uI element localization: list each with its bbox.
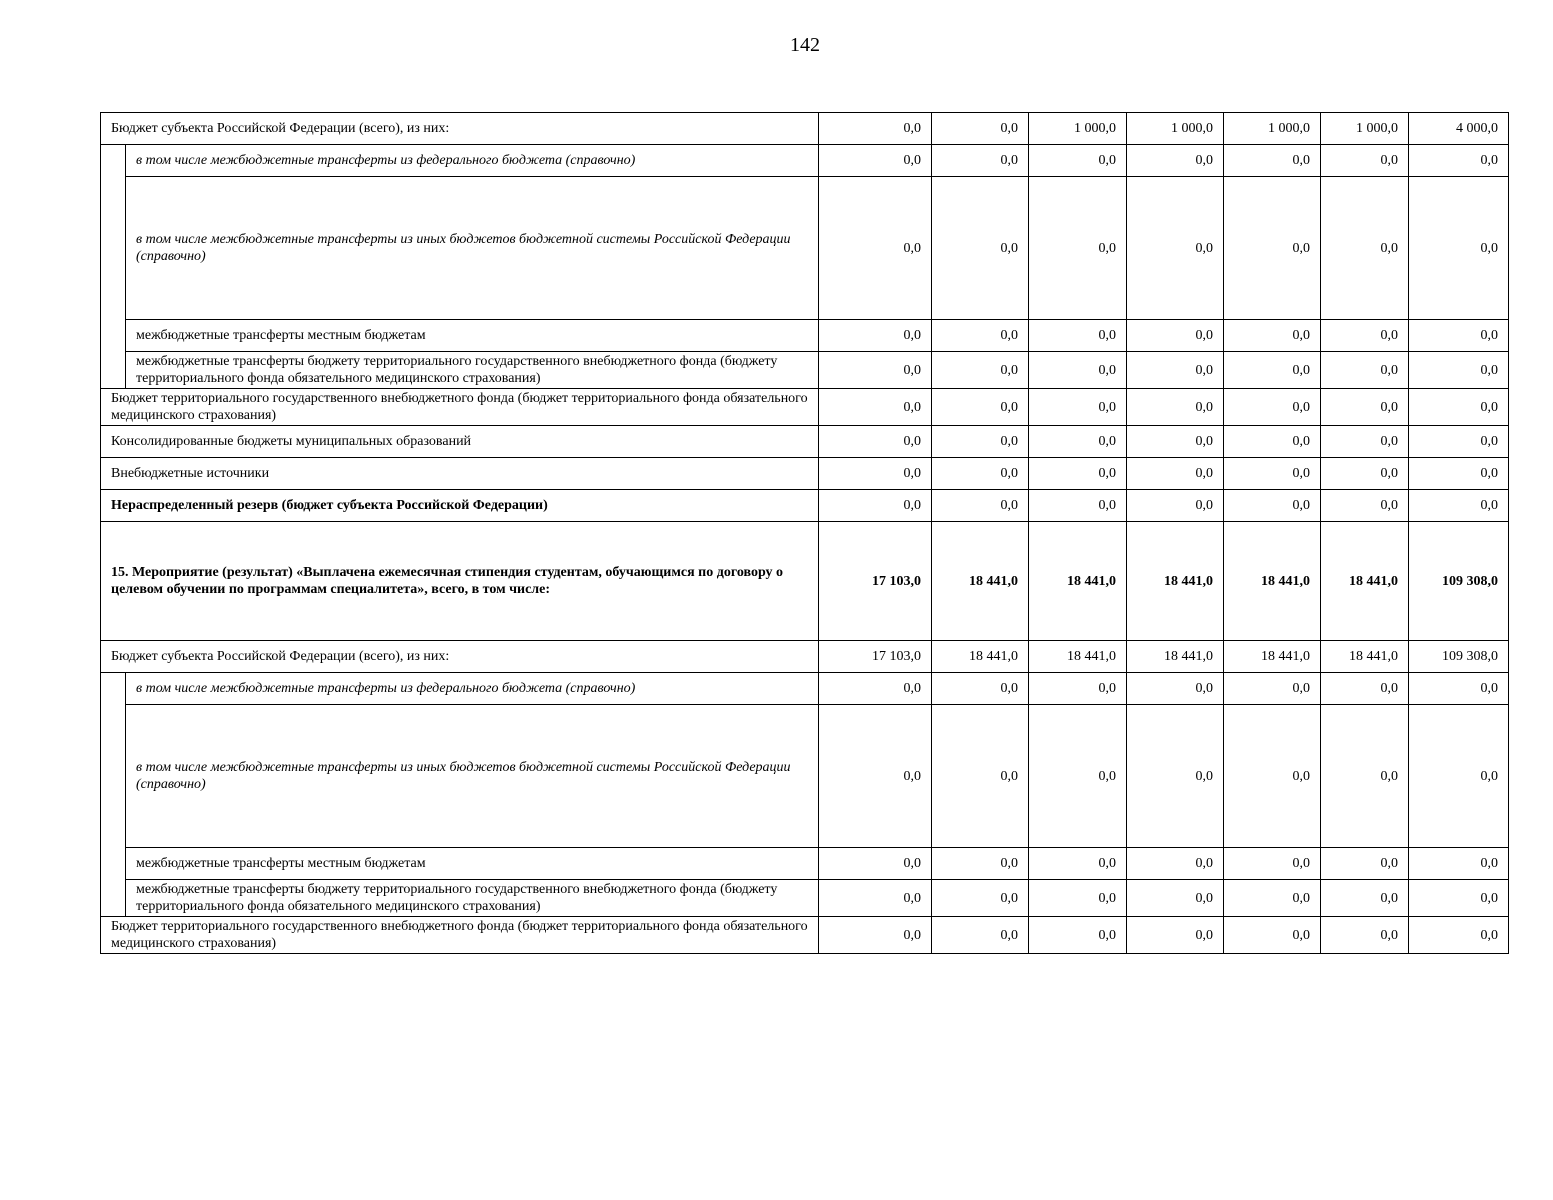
value-cell: 0,0	[1029, 426, 1127, 458]
value-cell: 17 103,0	[819, 641, 932, 673]
value-cell: 0,0	[1321, 320, 1409, 352]
value-cell: 0,0	[1224, 177, 1321, 320]
row-label: межбюджетные трансферты местным бюджетам	[126, 320, 819, 352]
value-cell: 1 000,0	[1127, 113, 1224, 145]
value-cell: 0,0	[1224, 458, 1321, 490]
value-cell: 1 000,0	[1321, 113, 1409, 145]
table-row	[101, 458, 1509, 490]
value-cell: 0,0	[1321, 705, 1409, 848]
value-cell: 0,0	[1127, 848, 1224, 880]
row-label: Бюджет территориального государственного внебюджетного фонда (бюджет территориального фонда обязательного медицинского страхования)	[101, 389, 819, 426]
value-cell: 0,0	[819, 490, 932, 522]
value-cell: 0,0	[1409, 320, 1509, 352]
value-cell: 1 000,0	[1224, 113, 1321, 145]
value-cell: 0,0	[1127, 880, 1224, 917]
value-cell: 0,0	[932, 490, 1029, 522]
row-label: Бюджет субъекта Российской Федерации (всего), из них:	[101, 113, 819, 145]
row-label: в том числе межбюджетные трансферты из иных бюджетов бюджетной системы Российской Федерации (справочно)	[126, 177, 819, 320]
value-cell: 0,0	[932, 458, 1029, 490]
value-cell: 0,0	[819, 177, 932, 320]
value-cell: 0,0	[1224, 145, 1321, 177]
value-cell: 0,0	[1127, 352, 1224, 389]
value-cell: 0,0	[1321, 848, 1409, 880]
row-label: Внебюджетные источники	[101, 458, 819, 490]
table-row	[101, 641, 1509, 673]
table-row	[101, 389, 1509, 426]
row-label: Бюджет территориального государственного внебюджетного фонда (бюджет территориального фонда обязательного медицинского страхования)	[101, 917, 819, 954]
value-cell: 0,0	[819, 320, 932, 352]
row-label: в том числе межбюджетные трансферты из федерального бюджета (справочно)	[126, 145, 819, 177]
value-cell: 0,0	[1029, 848, 1127, 880]
value-cell: 0,0	[1321, 458, 1409, 490]
value-cell: 0,0	[1321, 145, 1409, 177]
indent-cell	[101, 145, 126, 389]
value-cell: 18 441,0	[1127, 641, 1224, 673]
value-cell: 0,0	[1127, 177, 1224, 320]
value-cell: 0,0	[1127, 145, 1224, 177]
value-cell: 0,0	[819, 389, 932, 426]
value-cell: 0,0	[819, 705, 932, 848]
table-row	[101, 352, 1509, 389]
value-cell: 0,0	[1029, 389, 1127, 426]
value-cell: 0,0	[819, 145, 932, 177]
value-cell: 0,0	[932, 917, 1029, 954]
row-label: межбюджетные трансферты бюджету территориального государственного внебюджетного фонда (бюджету территориального фонда обязательного медицинского страхования)	[126, 352, 819, 389]
value-cell: 0,0	[932, 389, 1029, 426]
value-cell: 0,0	[1409, 145, 1509, 177]
value-cell: 0,0	[1029, 705, 1127, 848]
value-cell: 0,0	[1409, 917, 1509, 954]
value-cell: 0,0	[932, 113, 1029, 145]
value-cell: 1 000,0	[1029, 113, 1127, 145]
table-row	[101, 113, 1509, 145]
value-cell: 0,0	[932, 320, 1029, 352]
value-cell: 0,0	[1127, 673, 1224, 705]
value-cell: 0,0	[1409, 673, 1509, 705]
value-cell: 0,0	[932, 705, 1029, 848]
row-label: в том числе межбюджетные трансферты из федерального бюджета (справочно)	[126, 673, 819, 705]
table-row	[101, 522, 1509, 641]
indent-cell	[101, 673, 126, 917]
value-cell: 0,0	[1127, 705, 1224, 848]
value-cell: 0,0	[1321, 426, 1409, 458]
value-cell: 4 000,0	[1409, 113, 1509, 145]
table-row	[101, 673, 1509, 705]
value-cell: 0,0	[1409, 426, 1509, 458]
value-cell: 0,0	[1127, 458, 1224, 490]
value-cell: 0,0	[1321, 352, 1409, 389]
value-cell: 0,0	[1029, 917, 1127, 954]
value-cell: 0,0	[1409, 389, 1509, 426]
value-cell: 0,0	[1409, 177, 1509, 320]
value-cell: 0,0	[1029, 145, 1127, 177]
value-cell: 0,0	[1224, 389, 1321, 426]
table-row	[101, 177, 1509, 320]
row-label: межбюджетные трансферты бюджету территориального государственного внебюджетного фонда (бюджету территориального фонда обязательного медицинского страхования)	[126, 880, 819, 917]
value-cell: 0,0	[819, 426, 932, 458]
table-row	[101, 145, 1509, 177]
value-cell: 0,0	[1321, 389, 1409, 426]
value-cell: 0,0	[1224, 320, 1321, 352]
value-cell: 0,0	[932, 145, 1029, 177]
value-cell: 0,0	[1029, 880, 1127, 917]
value-cell: 0,0	[932, 880, 1029, 917]
value-cell: 0,0	[1224, 917, 1321, 954]
table-row	[101, 426, 1509, 458]
table-row	[101, 320, 1509, 352]
value-cell: 0,0	[1127, 426, 1224, 458]
value-cell: 18 441,0	[1321, 641, 1409, 673]
row-label: 15. Мероприятие (результат) «Выплачена ежемесячная стипендия студентам, обучающимся по договору о целевом обучении по программам специалитета», всего, в том числе:	[101, 522, 819, 641]
value-cell: 0,0	[819, 352, 932, 389]
table-row	[101, 880, 1509, 917]
table-row	[101, 917, 1509, 954]
page-number: 142	[790, 34, 820, 56]
value-cell: 0,0	[819, 113, 932, 145]
value-cell: 0,0	[932, 848, 1029, 880]
value-cell: 0,0	[1409, 458, 1509, 490]
value-cell: 0,0	[1029, 673, 1127, 705]
value-cell: 0,0	[1029, 352, 1127, 389]
value-cell: 0,0	[932, 426, 1029, 458]
value-cell: 0,0	[1224, 490, 1321, 522]
table-row	[101, 490, 1509, 522]
value-cell: 0,0	[1321, 177, 1409, 320]
value-cell: 17 103,0	[819, 522, 932, 641]
value-cell: 0,0	[1127, 490, 1224, 522]
value-cell: 0,0	[1029, 177, 1127, 320]
value-cell: 0,0	[1224, 848, 1321, 880]
value-cell: 0,0	[819, 458, 932, 490]
value-cell: 0,0	[1127, 320, 1224, 352]
value-cell: 18 441,0	[1127, 522, 1224, 641]
value-cell: 0,0	[819, 673, 932, 705]
value-cell: 18 441,0	[1029, 641, 1127, 673]
value-cell: 18 441,0	[1321, 522, 1409, 641]
value-cell: 0,0	[819, 917, 932, 954]
value-cell: 0,0	[1224, 426, 1321, 458]
value-cell: 0,0	[932, 352, 1029, 389]
value-cell: 0,0	[1409, 352, 1509, 389]
value-cell: 0,0	[932, 673, 1029, 705]
value-cell: 0,0	[1224, 705, 1321, 848]
value-cell: 0,0	[1127, 917, 1224, 954]
row-label: Бюджет субъекта Российской Федерации (всего), из них:	[101, 641, 819, 673]
value-cell: 0,0	[1321, 880, 1409, 917]
value-cell: 0,0	[1224, 673, 1321, 705]
table-row	[101, 848, 1509, 880]
value-cell: 0,0	[1321, 917, 1409, 954]
value-cell: 0,0	[1029, 458, 1127, 490]
row-label: в том числе межбюджетные трансферты из иных бюджетов бюджетной системы Российской Федерации (справочно)	[126, 705, 819, 848]
value-cell: 18 441,0	[1029, 522, 1127, 641]
value-cell: 109 308,0	[1409, 641, 1509, 673]
value-cell: 0,0	[819, 848, 932, 880]
value-cell: 109 308,0	[1409, 522, 1509, 641]
value-cell: 0,0	[1409, 705, 1509, 848]
value-cell: 18 441,0	[932, 522, 1029, 641]
value-cell: 0,0	[1409, 848, 1509, 880]
table-row	[101, 705, 1509, 848]
row-label: межбюджетные трансферты местным бюджетам	[126, 848, 819, 880]
value-cell: 18 441,0	[1224, 522, 1321, 641]
row-label: Консолидированные бюджеты муниципальных образований	[101, 426, 819, 458]
value-cell: 0,0	[1321, 673, 1409, 705]
budget-table	[100, 112, 1509, 954]
value-cell: 18 441,0	[1224, 641, 1321, 673]
row-label: Нераспределенный резерв (бюджет субъекта Российской Федерации)	[101, 490, 819, 522]
value-cell: 0,0	[1321, 490, 1409, 522]
value-cell: 0,0	[1224, 880, 1321, 917]
value-cell: 0,0	[1029, 490, 1127, 522]
value-cell: 0,0	[1029, 320, 1127, 352]
value-cell: 0,0	[1224, 352, 1321, 389]
value-cell: 0,0	[932, 177, 1029, 320]
value-cell: 0,0	[1127, 389, 1224, 426]
value-cell: 0,0	[819, 880, 932, 917]
value-cell: 0,0	[1409, 490, 1509, 522]
value-cell: 18 441,0	[932, 641, 1029, 673]
value-cell: 0,0	[1409, 880, 1509, 917]
